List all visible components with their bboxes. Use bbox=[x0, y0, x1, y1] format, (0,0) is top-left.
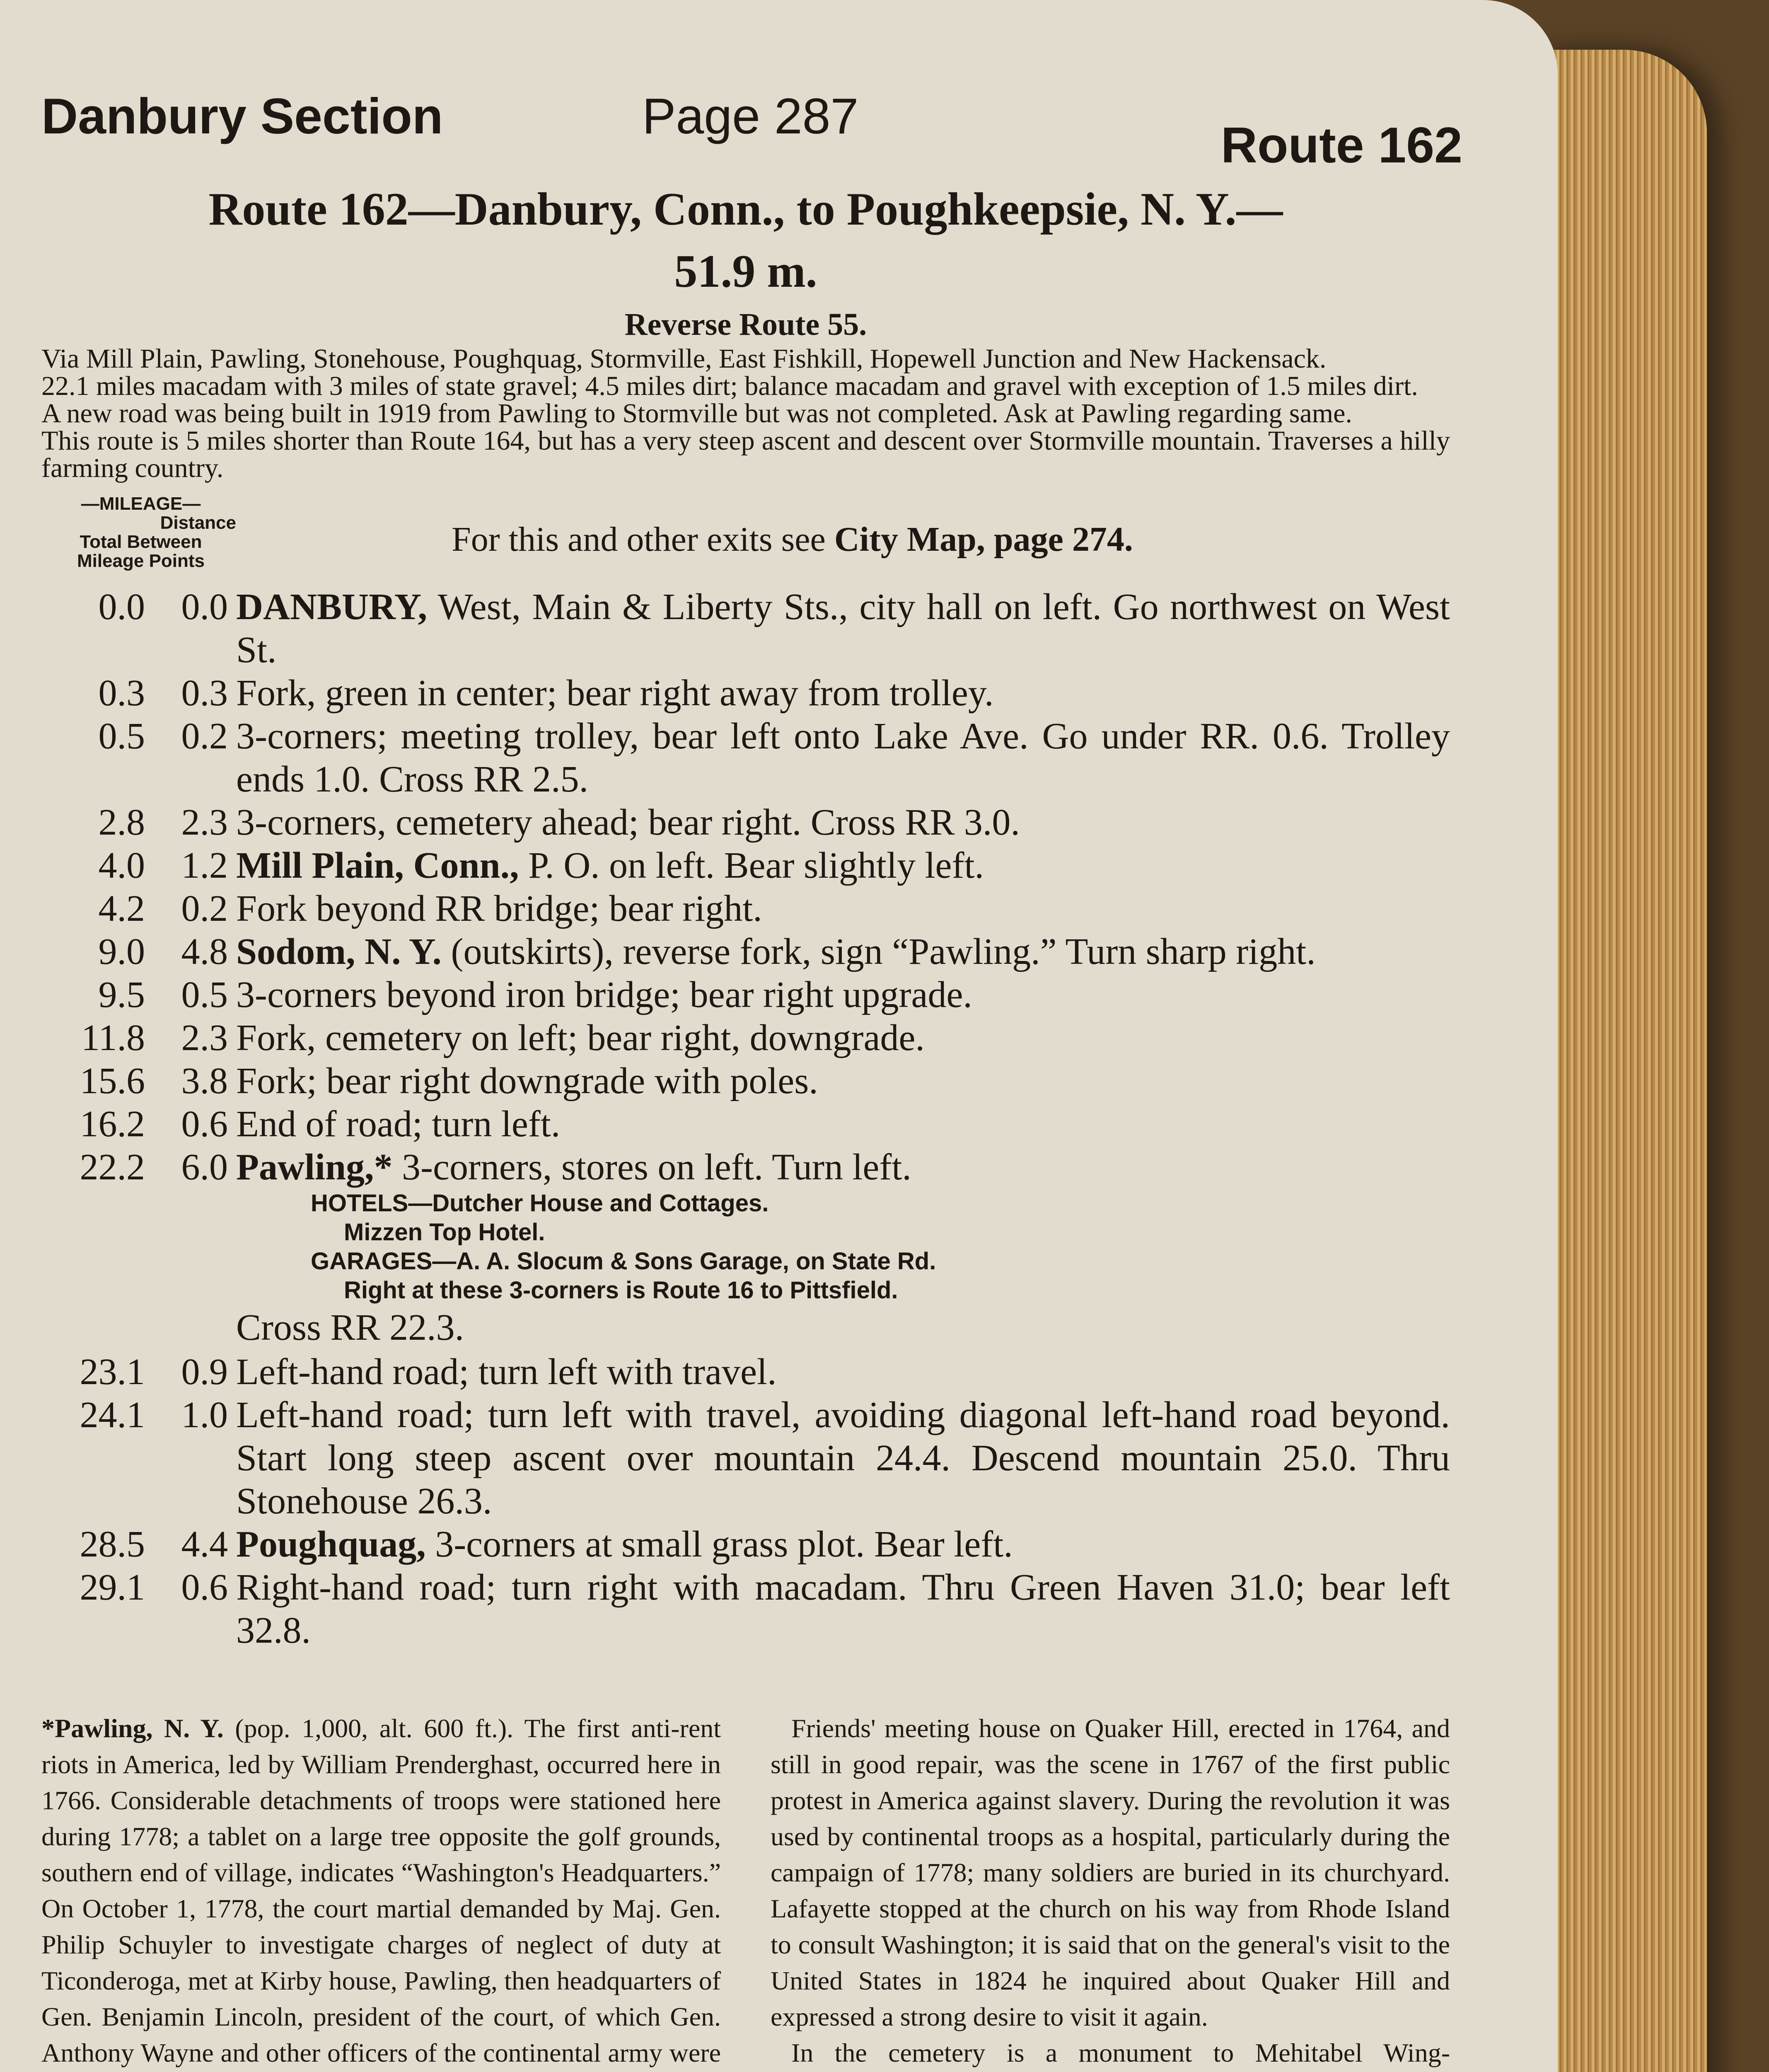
total-mileage: 16.2 bbox=[80, 1104, 145, 1145]
direction-detail: 3-corners beyond iron bridge; bear right upgrade. bbox=[236, 974, 972, 1015]
direction-text bbox=[236, 1523, 1450, 1566]
direction-detail: Left-hand road; turn left with travel, avoiding diagonal left-hand road beyond. Start long steep ascent over mountain 24.4. Descend mountain 25.0. Thru Stonehouse 26.3. bbox=[236, 1394, 1450, 1522]
distance-between: 4.8 bbox=[181, 931, 228, 972]
direction-entry bbox=[41, 1146, 1450, 1189]
page-content bbox=[41, 87, 1462, 2072]
place-name: Poughquag, bbox=[236, 1524, 426, 1565]
place-name: Sodom, N. Y. bbox=[236, 931, 442, 972]
direction-detail: End of road; turn left. bbox=[236, 1104, 561, 1145]
direction-entry bbox=[41, 1103, 1450, 1146]
intro-surface: 22.1 miles macadam with 3 miles of state gravel; 4.5 miles dirt; balance macadam and gravel with exception of 1.5 miles dirt. bbox=[41, 371, 1418, 401]
direction-text bbox=[236, 887, 1450, 930]
direction-detail: Fork beyond RR bridge; bear right. bbox=[236, 888, 762, 929]
direction-text bbox=[236, 973, 1450, 1017]
direction-detail: 3-corners; meeting trolley, bear left onto Lake Ave. Go under RR. 0.6. Trolley ends 1.0. Cross RR 2.5. bbox=[236, 716, 1450, 800]
total-mileage: 4.0 bbox=[98, 845, 145, 886]
route-title-line-1: Route 162—Danbury, Conn., to Poughkeepsie, N. Y.— bbox=[208, 184, 1283, 235]
direction-entry bbox=[41, 1017, 1450, 1060]
pawling-services bbox=[41, 1189, 1450, 1305]
total-mileage: 0.3 bbox=[98, 673, 145, 714]
direction-text bbox=[236, 801, 1450, 844]
distance-between: 0.6 bbox=[181, 1567, 228, 1608]
direction-detail: P. O. on left. Bear slightly left. bbox=[519, 845, 984, 886]
total-mileage: 23.1 bbox=[80, 1351, 145, 1392]
distance-between: 2.3 bbox=[181, 1017, 228, 1058]
direction-text bbox=[236, 1566, 1450, 1652]
direction-text bbox=[236, 930, 1450, 973]
route-title bbox=[41, 178, 1450, 303]
notes-right-column bbox=[771, 1710, 1450, 2072]
direction-entry bbox=[41, 1060, 1450, 1103]
mileage-label: —MILEAGE— bbox=[81, 494, 201, 514]
distance-between: 0.6 bbox=[181, 1104, 228, 1145]
header-section: Danbury Section bbox=[41, 88, 443, 144]
total-mileage: 9.0 bbox=[98, 931, 145, 972]
note-text: (pop. 1,000, alt. 600 ft.). The first anti-rent riots in America, led by William Prenderghast, occurred here in 1766. Considerable detachments of troops were stationed here during 1778; a tablet on a large tree opposite the golf grounds, southern end of village, indicates “Washington's Headquarters.” On October 1, 1778, the court martial demanded by Maj. Gen. Philip Schuyler to investigate charges of neglect of duty at Ticonderoga, met at Kirby house, Pawling, then headquarters of Gen. Benjamin Lincoln, president of the court, of which Gen. Anthony Wayne and other officers of the continental army were bbox=[41, 1714, 721, 2067]
city-map-reference: City Map, page 274. bbox=[834, 520, 1133, 559]
total-mileage: 0.5 bbox=[98, 716, 145, 757]
direction-text bbox=[236, 715, 1450, 801]
notes-left-column bbox=[41, 1710, 721, 2072]
place-name: Pawling,* bbox=[236, 1147, 393, 1188]
total-mileage: 22.2 bbox=[80, 1147, 145, 1188]
intro-via: Via Mill Plain, Pawling, Stonehouse, Poughquag, Stormville, East Fishkill, Hopewell Junction and New Hackensack. bbox=[41, 344, 1327, 374]
pawling-route-link: Right at these 3-corners is Route 16 to Pittsfield. bbox=[344, 1277, 898, 1304]
direction-detail: 3-corners, stores on left. Turn left. bbox=[392, 1147, 911, 1188]
distance-between: 0.9 bbox=[181, 1351, 228, 1392]
direction-text bbox=[236, 1017, 1450, 1060]
direction-detail: Fork; bear right downgrade with poles. bbox=[236, 1060, 818, 1101]
direction-entry bbox=[41, 1523, 1450, 1566]
distance-between: 0.2 bbox=[181, 888, 228, 929]
header-route: Route 162 bbox=[1220, 117, 1462, 173]
direction-text bbox=[236, 844, 1450, 887]
direction-detail: 3-corners, cemetery ahead; bear right. Cross RR 3.0. bbox=[236, 802, 1020, 843]
pawling-garages: GARAGES—A. A. Slocum & Sons Garage, on State Rd. bbox=[311, 1248, 936, 1275]
route-directions-continued bbox=[41, 1351, 1450, 1652]
pawling-hotels: HOTELS—Dutcher House and Cottages. bbox=[311, 1190, 769, 1217]
distance-between: 0.0 bbox=[181, 586, 228, 627]
distance-between: 0.2 bbox=[181, 716, 228, 757]
note-paragraph bbox=[41, 1710, 721, 2072]
mileage-header bbox=[41, 490, 1450, 586]
direction-text bbox=[236, 1103, 1450, 1146]
running-header bbox=[41, 87, 1462, 178]
mileage-points-label: Mileage Points bbox=[77, 551, 205, 571]
direction-text bbox=[236, 586, 1450, 672]
direction-detail: 3-corners at small grass plot. Bear left. bbox=[425, 1524, 1013, 1565]
route-title-line-2: 51.9 m. bbox=[674, 246, 817, 297]
direction-entry bbox=[41, 801, 1450, 844]
direction-detail: Fork, green in center; bear right away from trolley. bbox=[236, 673, 994, 714]
direction-entry bbox=[41, 1394, 1450, 1523]
direction-entry bbox=[41, 586, 1450, 672]
direction-entry bbox=[41, 715, 1450, 801]
note-paragraph: In the cemetery is a monument to Mehitabel Wing- bbox=[791, 2038, 1450, 2067]
total-mileage: 0.0 bbox=[98, 586, 145, 627]
distance-between: 4.4 bbox=[181, 1524, 228, 1565]
direction-entry bbox=[41, 844, 1450, 887]
direction-text bbox=[236, 1351, 1450, 1394]
direction-text bbox=[236, 1060, 1450, 1103]
direction-entry bbox=[41, 1566, 1450, 1652]
direction-entry bbox=[41, 1351, 1450, 1394]
distance-between: 2.3 bbox=[181, 802, 228, 843]
direction-detail: West, Main & Liberty Sts., city hall on left. Go northwest on West St. bbox=[236, 586, 1450, 670]
distance-between: 1.2 bbox=[181, 845, 228, 886]
distance-between: 0.3 bbox=[181, 673, 228, 714]
route-directions bbox=[41, 586, 1450, 1189]
total-mileage: 9.5 bbox=[98, 974, 145, 1015]
direction-text bbox=[236, 1394, 1450, 1523]
direction-text bbox=[236, 1146, 1450, 1189]
total-mileage: 4.2 bbox=[98, 888, 145, 929]
place-name: DANBURY, bbox=[236, 586, 428, 627]
intro-comparison: This route is 5 miles shorter than Route 164, but has a very steep ascent and descent over Stormville mountain. Traverses a hilly farming country. bbox=[41, 426, 1450, 483]
total-mileage: 15.6 bbox=[80, 1060, 145, 1101]
direction-detail: Left-hand road; turn left with travel. bbox=[236, 1351, 777, 1392]
book-page-edges bbox=[1533, 50, 1707, 2072]
mileage-total-between-label: Total Between bbox=[80, 532, 202, 552]
route-intro bbox=[41, 345, 1450, 482]
header-page-number: Page 287 bbox=[642, 88, 859, 144]
distance-between: 6.0 bbox=[181, 1147, 228, 1188]
direction-entry bbox=[41, 672, 1450, 715]
reverse-route: Reverse Route 55. bbox=[624, 307, 867, 342]
note-paragraph: Friends' meeting house on Quaker Hill, erected in 1764, and still in good repair, was the scene in 1767 of the first public protest in America against slavery. During the revolution it was used by continental troops as a hospital, particularly during the campaign of 1778; many soldiers are buried in its churchyard. Lafayette stopped at the church on his way from Rhode Island to consult Washington; it is said that on the general's visit to the United States in 1824 he inquired about Quaker Hill and expressed a strong desire to visit it again. bbox=[771, 1714, 1450, 2031]
distance-between: 3.8 bbox=[181, 1060, 228, 1101]
direction-detail: (outskirts), reverse fork, sign “Pawling.” Turn sharp right. bbox=[441, 931, 1316, 972]
city-map-note bbox=[452, 519, 1133, 559]
total-mileage: 29.1 bbox=[80, 1567, 145, 1608]
pawling-cross-rr: Cross RR 22.3. bbox=[236, 1307, 464, 1348]
total-mileage: 28.5 bbox=[80, 1524, 145, 1565]
direction-entry bbox=[41, 973, 1450, 1017]
place-name: Mill Plain, Conn., bbox=[236, 845, 519, 886]
total-mileage: 2.8 bbox=[98, 802, 145, 843]
note-heading: *Pawling, N. Y. bbox=[41, 1714, 224, 1743]
direction-detail: Right-hand road; turn right with macadam. Thru Green Haven 31.0; bear left 32.8. bbox=[236, 1567, 1450, 1651]
mileage-column-label bbox=[46, 494, 236, 571]
intro-new-road: A new road was being built in 1919 from Pawling to Stormville but was not completed. Ask at Pawling regarding same. bbox=[41, 398, 1352, 428]
city-map-note-text: For this and other exits see bbox=[452, 520, 826, 559]
total-mileage: 24.1 bbox=[80, 1394, 145, 1435]
mileage-distance-label: Distance bbox=[160, 513, 236, 533]
direction-entry bbox=[41, 887, 1450, 930]
direction-text bbox=[236, 672, 1450, 715]
direction-detail: Fork, cemetery on left; bear right, downgrade. bbox=[236, 1017, 925, 1058]
pawling-hotels-2: Mizzen Top Hotel. bbox=[344, 1219, 545, 1246]
historical-notes bbox=[41, 1710, 1450, 2072]
distance-between: 1.0 bbox=[181, 1394, 228, 1435]
direction-entry bbox=[41, 930, 1450, 973]
total-mileage: 11.8 bbox=[81, 1017, 145, 1058]
distance-between: 0.5 bbox=[181, 974, 228, 1015]
